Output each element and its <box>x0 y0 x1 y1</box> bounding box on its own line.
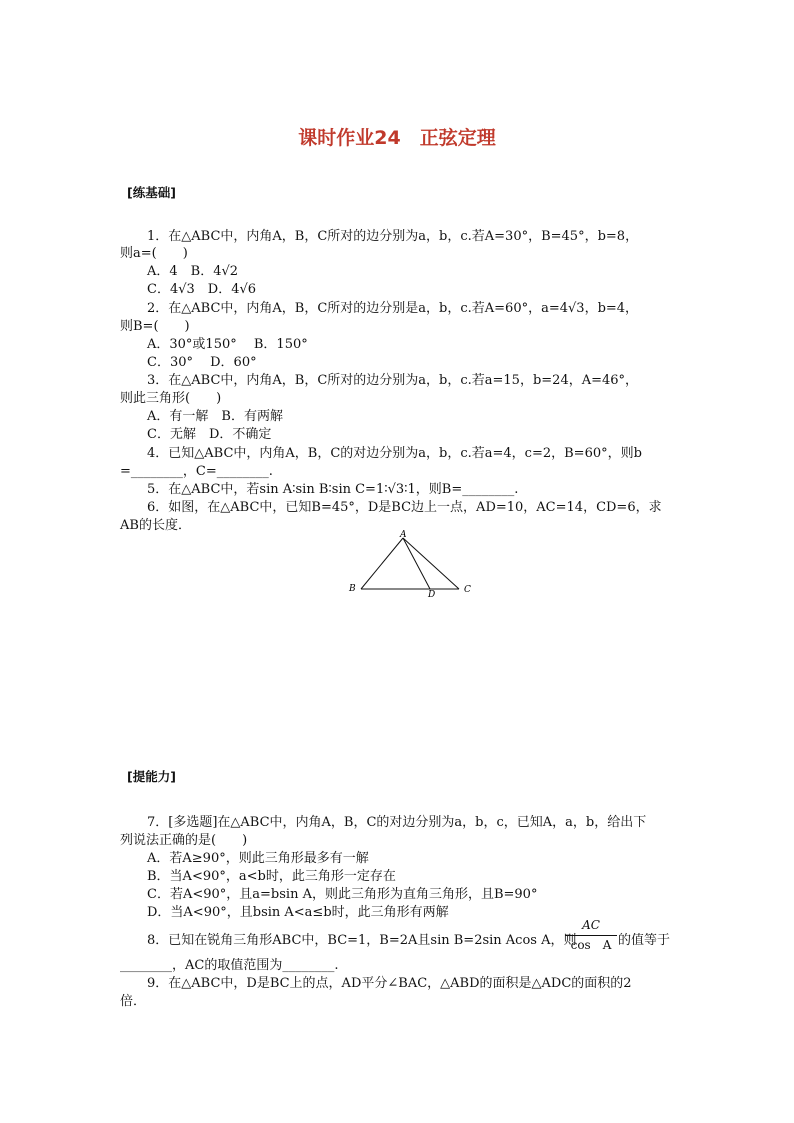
question-2-line-2: 则B=( ) <box>120 319 190 334</box>
question-4-line-2: =________，C=________. <box>120 464 273 479</box>
label-d: D <box>428 590 436 600</box>
question-1-line-1: 1．在△ABC中，内角A，B，C所对的边分别为a，b，c.若A=30°，B=45°，b=8， <box>147 229 639 244</box>
question-7-line-1: 7．[多选题]在△ABC中，内角A，B，C的对边分别为a，b，c，已知A，a，b，给出下 <box>147 815 647 830</box>
section-heading-basic: [练基础] <box>127 185 176 200</box>
label-c: C <box>464 585 471 595</box>
question-8-line-1-tail: 的值等于 <box>618 933 671 948</box>
question-3-line-2: 则此三角形( ) <box>120 391 222 406</box>
question-2-options-ab: A．30°或150° B．150° <box>147 337 308 352</box>
question-1-line-2: 则a=( ) <box>120 246 188 261</box>
question-9-line-2: 倍． <box>120 994 147 1009</box>
segment-ad <box>403 538 430 589</box>
label-a: A <box>400 530 407 540</box>
question-7-option-d: D．当A<90°，且bsin A<a≤b时，此三角形有两解 <box>147 905 449 920</box>
question-8-line-2: ________，AC的取值范围为________. <box>120 958 339 973</box>
question-2-line-1: 2．在△ABC中，内角A，B，C所对的边分别是a，b，c.若A=60°，a=4√3，b=4， <box>147 301 639 316</box>
question-8-line-1: 8．已知在锐角三角形ABC中，BC=1，B=2A且sin B=2sin Acos A，则 <box>147 933 577 948</box>
question-6-line-1: 6．如图，在△ABC中，已知B=45°，D是BC边上一点，AD=10，AC=14，CD=6，求 <box>147 500 662 515</box>
question-9-line-1: 9．在△ABC中，D是BC上的点，AD平分∠BAC，△ABD的面积是△ADC的面积的2 <box>147 976 632 991</box>
triangle-figure <box>343 528 483 600</box>
question-1-options-ab: A．4 B．4√2 <box>147 264 239 279</box>
question-3-options-cd: C．无解 D．不确定 <box>147 427 272 442</box>
fraction-denominator: cos A <box>570 938 612 952</box>
page-title: 课时作业24 正弦定理 <box>298 127 496 149</box>
question-3-options-ab: A．有一解 B．有两解 <box>147 409 283 424</box>
question-2-options-cd: C．30° D．60° <box>147 355 257 370</box>
question-7-option-b: B．当A<90°，a<b时，此三角形一定存在 <box>147 869 396 884</box>
fraction-ac-over-cos-a <box>565 918 617 958</box>
fraction-numerator: AC <box>582 918 600 932</box>
question-6-line-2: AB的长度． <box>120 518 191 533</box>
question-5-line-1: 5．在△ABC中，若sin A∶sin B∶sin C=1∶√3∶1，则B=________. <box>147 482 519 497</box>
question-7-option-a: A．若A≥90°，则此三角形最多有一解 <box>147 851 369 866</box>
question-1-options-cd: C．4√3 D．4√6 <box>147 282 257 297</box>
label-b: B <box>349 584 356 594</box>
question-3-line-1: 3．在△ABC中，内角A，B，C所对的边分别为a，b，c.若a=15，b=24，A=46°， <box>147 373 639 388</box>
section-heading-advanced: [提能力] <box>127 769 176 784</box>
segment-ac <box>403 538 459 589</box>
segment-ab <box>361 538 403 589</box>
question-7-option-c: C．若A<90°，且a=bsin A，则此三角形为直角三角形，且B=90° <box>147 887 538 902</box>
question-7-line-2: 列说法正确的是( ) <box>120 833 248 848</box>
question-4-line-1: 4．已知△ABC中，内角A，B，C的对边分别为a，b，c.若a=4，c=2，B=60°，则b <box>147 446 642 461</box>
